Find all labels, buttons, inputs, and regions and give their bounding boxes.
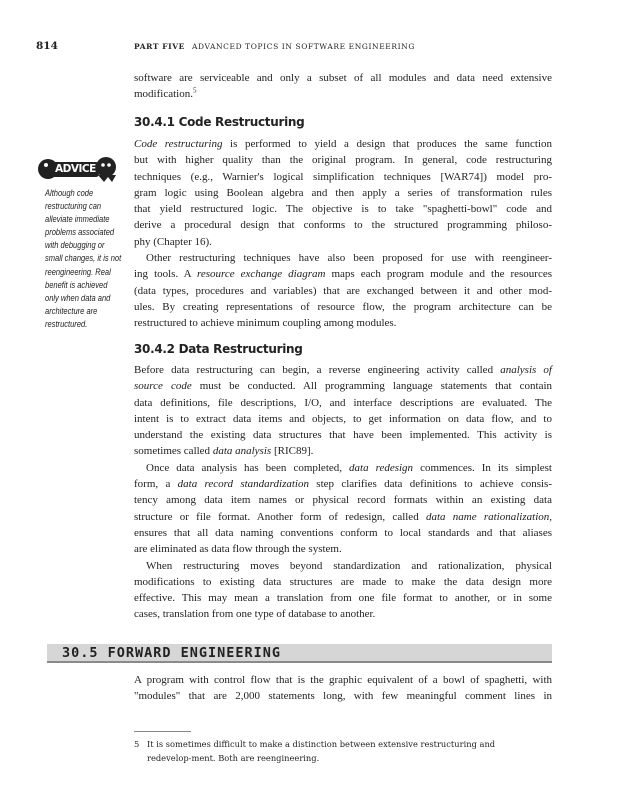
text-run: derive a procedural design that conforms to the structured programming philoso- — [134, 219, 552, 232]
sidenote-line: restructured. — [45, 318, 88, 329]
text-run: Once data analysis has been completed, — [146, 461, 350, 474]
text-line — [134, 250, 552, 266]
sidenote-line: restructuring can — [45, 201, 102, 212]
footnote-text: It is sometimes difficult to make a distinction between extensive restructuring and redevelop-ment. Both are reengineering. — [147, 739, 496, 763]
text-line — [134, 606, 552, 622]
text-run: A program with control flow that is the graphic equivalent of a bowl of spaghetti, with — [134, 674, 552, 686]
sidenote-line: alleviate immediate — [45, 214, 110, 225]
footnote-divider — [134, 731, 191, 732]
text-line — [134, 362, 552, 378]
text-line — [134, 411, 552, 427]
text-line — [134, 460, 552, 476]
text-run: step clarifies data definitions to achieve consis- — [309, 478, 552, 491]
sidenote-line: with debugging or — [45, 240, 105, 251]
emphasis-text: analysis of — [500, 364, 552, 376]
text-line — [134, 443, 552, 459]
intro-paragraph — [134, 70, 552, 103]
text-line — [134, 509, 552, 525]
text-run: (data types, procedures and variables) that are exchanged between it and other mod- — [134, 284, 552, 297]
text-line — [134, 86, 552, 102]
text-line — [134, 299, 552, 315]
text-run: restructured to achieve minimum coupling among modules. — [134, 317, 397, 330]
text-line — [134, 169, 552, 185]
text-run: but with higher quality than the original program. In general, code restructuring — [134, 154, 552, 167]
text-line — [134, 378, 552, 394]
text-line — [134, 234, 552, 250]
text-run: Other restructuring techniques have also been proposed for use with reengineer- — [146, 252, 552, 265]
sidenote-line: Although code — [45, 188, 94, 198]
part-label: PART FIVE — [134, 42, 185, 51]
text-run: data definitions, file descriptions, I/O, and interface descriptions are evaluated. The — [134, 396, 552, 409]
text-run: modification. — [134, 88, 193, 101]
forward-engineering-body — [134, 672, 552, 705]
text-run: techniques (e.g., Warnier's logical simplification techniques [WAR74]) model pro- — [134, 170, 552, 183]
advice-label: ADVICE — [52, 162, 99, 177]
text-line — [134, 574, 552, 590]
emphasis-text: data record standardization — [177, 478, 309, 491]
emphasis-text: resource exchange diagram — [196, 268, 326, 281]
text-run: are eliminated as data flow through the system. — [134, 543, 342, 556]
text-line — [134, 315, 552, 331]
text-line — [134, 688, 552, 704]
text-run: understand the existing data structures that have been implemented. This activity is — [134, 429, 552, 442]
code-restructuring-body — [134, 136, 552, 332]
text-run: must be conducted. All programming language statements that contain — [191, 380, 553, 393]
text-line — [134, 427, 552, 443]
text-line — [134, 525, 552, 541]
page-number: 814 — [36, 40, 58, 52]
text-run: cases, translation from one type of database to another. — [134, 608, 376, 621]
text-run: Before data restructuring can begin, a reverse engineering activity called — [134, 364, 501, 376]
footnote — [134, 738, 524, 765]
text-line — [134, 558, 552, 574]
text-run: [RIC89]. — [271, 445, 314, 458]
text-line — [134, 70, 552, 86]
text-line — [134, 395, 552, 411]
emphasis-text: source code — [134, 380, 192, 393]
text-run: structure or file format. Another form of redesign, called — [134, 510, 426, 523]
text-run: "modules" that are 2,000 statements long, with few meaningful comment lines in — [134, 690, 552, 703]
text-line — [134, 185, 552, 201]
text-run: tency among data item names or physical record formats within an existing data — [134, 494, 552, 507]
part-title: ADVANCED TOPICS IN SOFTWARE ENGINEERING — [191, 42, 415, 51]
section-heading-code-restructuring: 30.4.1 Code Restructuring — [134, 115, 305, 129]
text-run: software are serviceable and only a subset of all modules and data need extensive — [134, 72, 552, 84]
sidenote-line: benefit is achieved — [45, 279, 108, 290]
footnote-number: 5 — [134, 739, 140, 749]
emphasis-text: data redesign — [349, 461, 414, 474]
text-run: gram logic using Boolean algebra and then apply a series of transformation rules — [134, 186, 552, 199]
text-run: commences. In its simplest — [413, 461, 552, 474]
text-line — [134, 201, 552, 217]
text-line — [134, 283, 552, 299]
text-run: form, a — [134, 478, 178, 491]
text-run: sometimes called — [134, 445, 213, 458]
text-line — [134, 492, 552, 508]
text-line — [134, 266, 552, 282]
text-line — [134, 672, 552, 688]
text-line — [134, 136, 552, 152]
sidenote-line: only when data and — [45, 292, 111, 303]
sidenote-line: reengineering. Real — [45, 266, 111, 277]
emphasis-text: data analysis — [212, 445, 272, 458]
text-run: that yield restructured logic. The objective is to take "spaghetti-bowl" code and — [134, 203, 552, 216]
section-heading-forward-engineering: 30.5 FORWARD ENGINEERING — [62, 645, 282, 661]
text-run: When restructuring moves beyond standardization and rationalization, physical — [146, 559, 552, 572]
text-run: ules. By creating representations of resource flow, the program architecture can be — [134, 300, 552, 313]
text-run: is performed to yield a design that produces the same function — [222, 138, 552, 150]
text-run: ing tools. A — [134, 268, 197, 281]
text-line — [134, 590, 552, 606]
sidenote-line: small changes, it is not — [45, 253, 122, 264]
text-line — [134, 541, 552, 557]
text-run: ensures that all data naming conventions conform to local standards and that aliases — [134, 526, 552, 539]
text-line — [134, 217, 552, 233]
section-heading-data-restructuring: 30.4.2 Data Restructuring — [134, 342, 303, 356]
text-run: effective. This may mean a translation from one file format to another, or in some — [134, 592, 552, 605]
emphasis-text: Code restructuring — [134, 138, 223, 150]
text-run: intent is to extract data items and objects, to get information on data flow, and to — [134, 412, 552, 425]
text-run: modifications to existing data structures are made to make the data design more — [134, 575, 552, 588]
text-line — [134, 476, 552, 492]
text-run: phy (Chapter 16). — [134, 235, 212, 248]
footnote-ref: 5 — [192, 86, 197, 95]
data-restructuring-body — [134, 362, 552, 623]
text-run: maps each program module and the resources — [325, 268, 552, 281]
sidenote-line: problems associated — [45, 227, 115, 238]
emphasis-text: data name rationalization, — [425, 510, 552, 523]
text-line — [134, 152, 552, 168]
running-header — [134, 42, 415, 51]
sidenote-line: architecture are — [45, 305, 98, 316]
advice-sidenote — [45, 187, 122, 331]
